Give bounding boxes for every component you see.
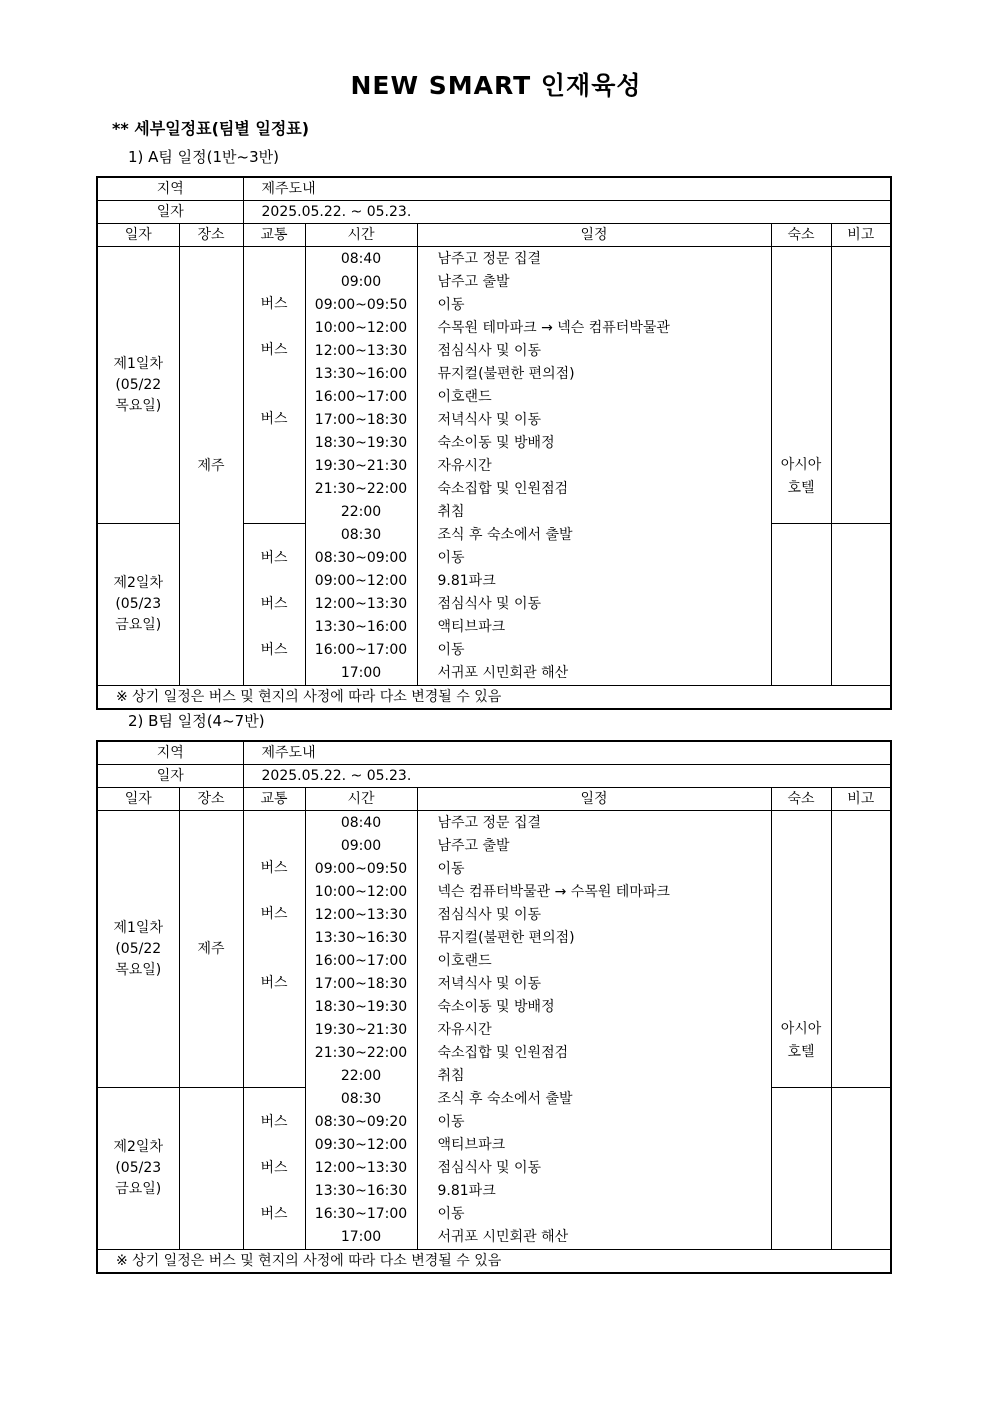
transport-text: 버스 [260, 550, 288, 566]
time-cell: 13:30~16:30 [305, 1180, 417, 1203]
transport-text [244, 949, 305, 972]
transport-text [244, 1018, 305, 1041]
remark-cell [831, 1088, 891, 1250]
date-label: 일자 [97, 201, 243, 224]
transport-text: 버스 [260, 1160, 288, 1176]
transport-text: 버스 [260, 860, 288, 876]
time-cell: 10:00~12:00 [305, 880, 417, 903]
transport-text: 버스 [260, 906, 288, 922]
event-cell: 수목원 테마파크 → 넥슨 컴퓨터박물관 [417, 316, 771, 339]
event-cell: 숙소이동 및 방배정 [417, 995, 771, 1018]
time-cell: 17:00~18:30 [305, 972, 417, 995]
day-label [97, 811, 179, 1088]
team-b-heading: 2) B팀 일정(4~7반) [128, 712, 265, 730]
transport-text [244, 454, 305, 477]
day-label-line: 금요일) [115, 1181, 162, 1197]
day-label [97, 1088, 179, 1250]
time-cell: 09:30~12:00 [305, 1134, 417, 1157]
time-cell: 17:00~18:30 [305, 408, 417, 431]
day-label-line: (05/22 [115, 376, 162, 393]
day-label-line: 제2일차 [113, 1139, 163, 1155]
time-cell: 13:30~16:00 [305, 616, 417, 639]
event-cell: 저녁식사 및 이동 [417, 408, 771, 431]
transport-text: 버스 [260, 975, 288, 991]
schedule-note: ※ 상기 일정은 버스 및 현지의 사정에 따라 다소 변경될 수 있음 [97, 686, 891, 710]
transport-text: 버스 [260, 596, 288, 612]
day-label-line: (05/22 [115, 940, 162, 957]
day-label-line: 목요일) [115, 961, 162, 978]
date-value: 2025.05.22. ~ 05.23. [243, 765, 891, 788]
time-cell: 08:30~09:00 [305, 547, 417, 570]
column-header: 비고 [831, 788, 891, 811]
time-cell: 12:00~13:30 [305, 593, 417, 616]
lodging-cell [771, 247, 831, 524]
time-cell: 16:00~17:00 [305, 949, 417, 972]
day-label [97, 247, 179, 524]
transport-text [244, 834, 305, 857]
event-cell: 이동 [417, 1111, 771, 1134]
transport-text: 버스 [260, 1206, 288, 1222]
event-cell: 남주고 정문 집결 [417, 811, 771, 835]
lodging-text [772, 454, 831, 523]
time-cell: 08:40 [305, 247, 417, 271]
time-cell: 21:30~22:00 [305, 1041, 417, 1064]
time-cell: 09:00 [305, 834, 417, 857]
event-cell: 서귀포 시민회관 해산 [417, 1226, 771, 1250]
time-cell: 12:00~13:30 [305, 903, 417, 926]
place-cell [179, 1088, 243, 1250]
event-cell: 9.81파크 [417, 570, 771, 593]
transport-text [244, 477, 305, 500]
transport-text: 버스 [260, 342, 288, 358]
event-cell: 자유시간 [417, 1018, 771, 1041]
transport-text [244, 1180, 305, 1203]
time-cell: 12:00~13:30 [305, 339, 417, 362]
column-header: 숙소 [771, 788, 831, 811]
event-cell: 이동 [417, 639, 771, 662]
remark-cell [831, 524, 891, 686]
time-cell: 19:30~21:30 [305, 1018, 417, 1041]
event-cell: 숙소이동 및 방배정 [417, 431, 771, 454]
event-cell: 숙소집합 및 인원점검 [417, 477, 771, 500]
transport-text [244, 524, 305, 547]
time-cell: 17:00 [305, 1226, 417, 1250]
event-cell: 조식 후 숙소에서 출발 [417, 524, 771, 547]
transport-text [244, 880, 305, 903]
time-cell: 21:30~22:00 [305, 477, 417, 500]
region-label: 지역 [97, 741, 243, 765]
region-label: 지역 [97, 177, 243, 201]
day-label-line: (05/23 [115, 1160, 162, 1176]
transport-text [244, 316, 305, 339]
event-cell: 취침 [417, 1064, 771, 1087]
region-value: 제주도내 [243, 741, 891, 765]
team-a-schedule-table [96, 176, 892, 710]
lodging-cell [771, 524, 831, 686]
remark-cell [831, 247, 891, 524]
subtitle: ** 세부일정표(팀별 일정표) [112, 119, 310, 138]
transport-text: 버스 [260, 1114, 288, 1130]
transport-text [244, 500, 305, 523]
time-cell: 09:00~09:50 [305, 857, 417, 880]
transport-cell [243, 524, 305, 686]
time-cell: 22:00 [305, 1064, 417, 1087]
region-value: 제주도내 [243, 177, 891, 201]
place-cell: 제주 [179, 811, 243, 1088]
time-cell: 16:30~17:00 [305, 1203, 417, 1226]
event-cell: 남주고 출발 [417, 834, 771, 857]
event-cell: 자유시간 [417, 454, 771, 477]
time-cell: 08:30 [305, 524, 417, 547]
transport-text: 버스 [260, 642, 288, 658]
time-cell: 19:30~21:30 [305, 454, 417, 477]
transport-text [244, 362, 305, 385]
event-cell: 서귀포 시민회관 해산 [417, 662, 771, 686]
time-cell: 09:00~09:50 [305, 293, 417, 316]
lodging-line: 호텔 [787, 1044, 815, 1060]
transport-cell [243, 811, 305, 1088]
date-label: 일자 [97, 765, 243, 788]
page-title: NEW SMART 인재육성 [350, 71, 642, 100]
day-label-line: 금요일) [115, 617, 162, 633]
event-cell: 액티브파크 [417, 1134, 771, 1157]
event-cell: 저녁식사 및 이동 [417, 972, 771, 995]
time-cell: 13:30~16:30 [305, 926, 417, 949]
day-label-line: 제1일차 [113, 355, 163, 372]
column-header: 시간 [305, 788, 417, 811]
time-cell: 09:00 [305, 270, 417, 293]
event-cell: 뮤지컬(불편한 편의점) [417, 362, 771, 385]
time-cell: 09:00~12:00 [305, 570, 417, 593]
day-label-line: 제2일차 [113, 575, 163, 591]
table-row [97, 247, 891, 271]
transport-text [244, 1064, 305, 1087]
transport-text [244, 570, 305, 593]
transport-text [244, 616, 305, 639]
time-cell: 08:30~09:20 [305, 1111, 417, 1134]
transport-text [244, 270, 305, 293]
event-cell: 뮤지컬(불편한 편의점) [417, 926, 771, 949]
transport-text [244, 1088, 305, 1111]
table-row [97, 811, 891, 835]
column-header: 숙소 [771, 224, 831, 247]
time-cell: 17:00 [305, 662, 417, 686]
day-label-line: 제1일차 [113, 919, 163, 936]
date-value: 2025.05.22. ~ 05.23. [243, 201, 891, 224]
time-cell: 18:30~19:30 [305, 431, 417, 454]
lodging-line: 아시아 [780, 1021, 822, 1037]
transport-text [244, 1134, 305, 1157]
time-cell: 16:00~17:00 [305, 639, 417, 662]
day-label [97, 524, 179, 686]
transport-cell [243, 247, 305, 524]
lodging-cell [771, 811, 831, 1088]
transport-text [244, 662, 305, 685]
event-cell: 점심식사 및 이동 [417, 339, 771, 362]
event-cell: 이동 [417, 547, 771, 570]
transport-text [244, 926, 305, 949]
time-cell: 22:00 [305, 500, 417, 523]
event-cell: 이호랜드 [417, 385, 771, 408]
transport-text: 버스 [260, 296, 288, 312]
transport-cell [243, 1088, 305, 1250]
lodging-line: 아시아 [780, 457, 822, 473]
event-cell: 남주고 출발 [417, 270, 771, 293]
time-cell: 16:00~17:00 [305, 385, 417, 408]
event-cell: 이동 [417, 857, 771, 880]
transport-text [244, 1041, 305, 1064]
event-cell: 숙소집합 및 인원점검 [417, 1041, 771, 1064]
column-header: 일자 [97, 788, 179, 811]
transport-text [244, 247, 305, 270]
event-cell: 이호랜드 [417, 949, 771, 972]
team-a-heading: 1) A팀 일정(1반~3반) [128, 148, 280, 166]
transport-text [244, 1226, 305, 1249]
team-b-schedule-table [96, 740, 892, 1274]
remark-cell [831, 811, 891, 1088]
column-header: 일정 [417, 788, 771, 811]
event-cell: 남주고 정문 집결 [417, 247, 771, 271]
event-cell: 9.81파크 [417, 1180, 771, 1203]
event-cell: 이동 [417, 1203, 771, 1226]
column-header: 일자 [97, 224, 179, 247]
table-row [97, 1088, 891, 1111]
time-cell: 08:40 [305, 811, 417, 835]
event-cell: 취침 [417, 500, 771, 523]
event-cell: 액티브파크 [417, 616, 771, 639]
column-header: 장소 [179, 224, 243, 247]
lodging-line: 호텔 [787, 480, 815, 496]
schedule-note: ※ 상기 일정은 버스 및 현지의 사정에 따라 다소 변경될 수 있음 [97, 1250, 891, 1274]
event-cell: 점심식사 및 이동 [417, 903, 771, 926]
time-cell: 10:00~12:00 [305, 316, 417, 339]
event-cell: 점심식사 및 이동 [417, 593, 771, 616]
transport-text [244, 385, 305, 408]
lodging-cell [771, 1088, 831, 1250]
day-label-line: 목요일) [115, 397, 162, 414]
lodging-text [772, 1018, 831, 1087]
place-cell: 제주 [179, 247, 243, 686]
transport-text [244, 811, 305, 834]
column-header: 시간 [305, 224, 417, 247]
time-cell: 13:30~16:00 [305, 362, 417, 385]
event-cell: 조식 후 숙소에서 출발 [417, 1088, 771, 1111]
time-cell: 12:00~13:30 [305, 1157, 417, 1180]
transport-text [244, 431, 305, 454]
transport-text [244, 995, 305, 1018]
event-cell: 이동 [417, 293, 771, 316]
time-cell: 18:30~19:30 [305, 995, 417, 1018]
transport-text: 버스 [260, 411, 288, 427]
time-cell: 08:30 [305, 1088, 417, 1111]
column-header: 교통 [243, 788, 305, 811]
event-cell: 넥슨 컴퓨터박물관 → 수목원 테마파크 [417, 880, 771, 903]
day-label-line: (05/23 [115, 596, 162, 612]
column-header: 비고 [831, 224, 891, 247]
column-header: 장소 [179, 788, 243, 811]
column-header: 일정 [417, 224, 771, 247]
column-header: 교통 [243, 224, 305, 247]
event-cell: 점심식사 및 이동 [417, 1157, 771, 1180]
